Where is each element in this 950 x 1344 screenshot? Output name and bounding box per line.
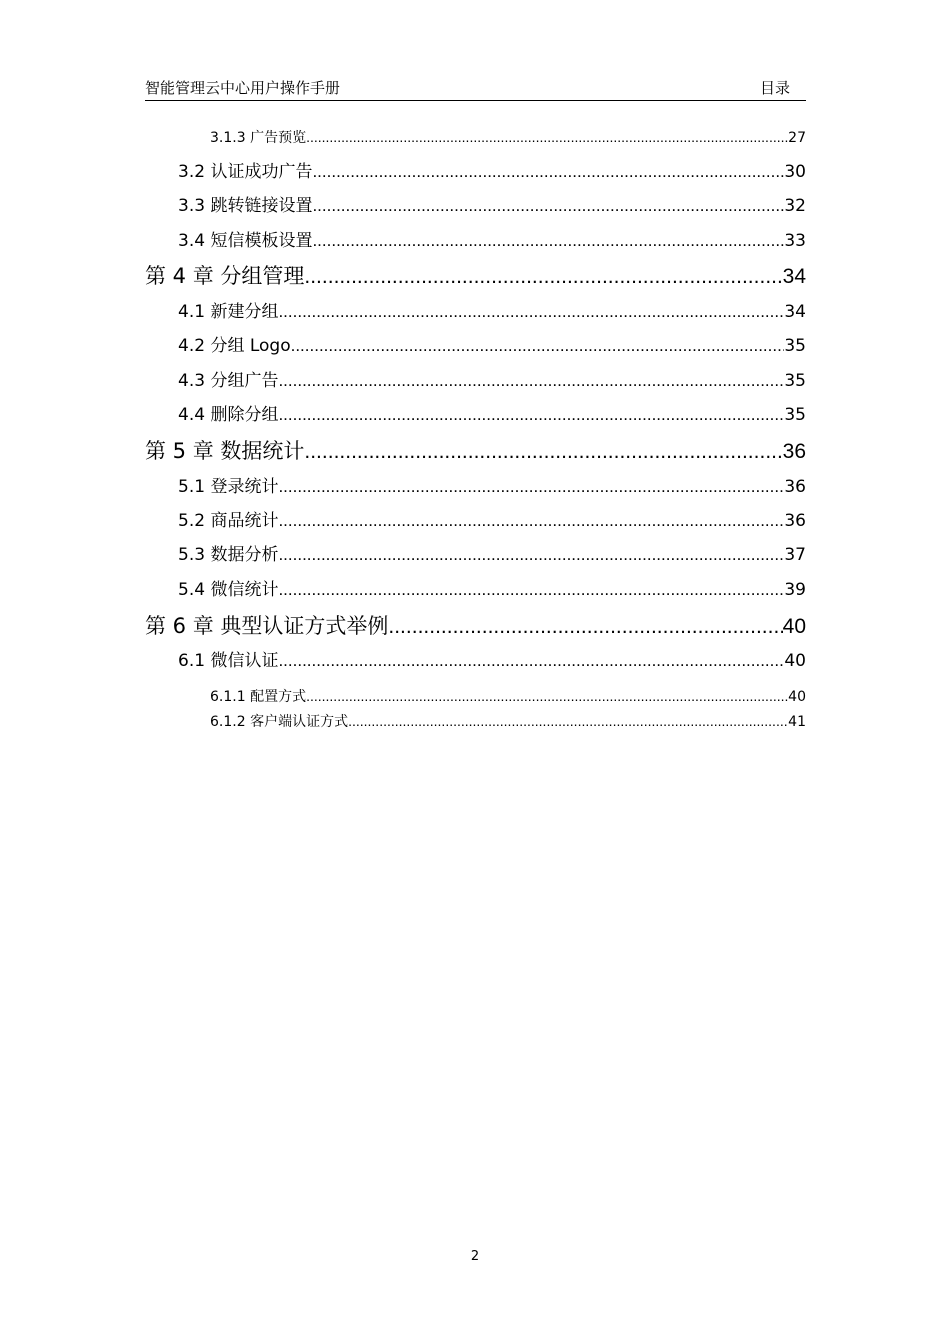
toc-entry-6-1-2[interactable] (210, 711, 806, 731)
section-title: 目录 (759, 79, 790, 97)
toc-entry-label: 5.1 登录统计 (178, 477, 279, 497)
toc-entry-label: 4.2 分组 Logo (178, 336, 291, 356)
dot-leader (312, 194, 784, 218)
toc-entry-chapter-6[interactable] (145, 612, 806, 640)
toc-entry-chapter-5[interactable] (145, 437, 806, 465)
toc-entry-3-4[interactable] (178, 229, 806, 253)
dot-leader (278, 475, 784, 499)
dot-leader (278, 578, 784, 602)
toc-entry-label: 3.2 认证成功广告 (178, 162, 313, 182)
toc-entry-3-3[interactable] (178, 194, 806, 218)
toc-entry-page: 36 (782, 440, 806, 463)
toc-entry-label: 3.1.3 广告预览 (210, 130, 307, 146)
toc-entry-page: 34 (784, 302, 806, 322)
toc-entry-page: 34 (782, 265, 806, 288)
toc-entry-3-2[interactable] (178, 160, 806, 184)
toc-entry-page: 36 (784, 477, 806, 497)
dot-leader (278, 509, 784, 533)
dot-leader (306, 686, 788, 706)
toc-entry-page: 35 (784, 371, 806, 391)
dot-leader (278, 300, 784, 324)
toc-entry-6-1[interactable] (178, 649, 806, 673)
dot-leader (278, 649, 784, 673)
toc-entry-5-3[interactable] (178, 543, 806, 567)
dot-leader (304, 438, 782, 465)
dot-leader (312, 160, 784, 184)
dot-leader (348, 711, 788, 731)
page-number: 2 (470, 1249, 480, 1264)
toc-entry-page: 27 (788, 130, 806, 146)
toc-entry-page: 40 (788, 689, 806, 705)
toc-entry-6-1-1[interactable] (210, 686, 806, 706)
toc-entry-page: 32 (784, 196, 806, 216)
toc-entry-label: 4.4 删除分组 (178, 405, 279, 425)
toc-entry-label: 4.3 分组广告 (178, 371, 279, 391)
document-title: 智能管理云中心用户操作手册 (145, 79, 341, 97)
toc-entry-5-2[interactable] (178, 509, 806, 533)
toc-entry-label: 6.1 微信认证 (178, 651, 279, 671)
dot-leader (304, 263, 782, 290)
toc-entry-label: 3.4 短信模板设置 (178, 231, 313, 251)
toc-entry-page: 41 (788, 714, 806, 730)
toc-entry-page: 39 (784, 580, 806, 600)
toc-entry-label: 5.2 商品统计 (178, 511, 279, 531)
toc-entry-page: 40 (782, 615, 806, 638)
toc-entry-3-1-3[interactable] (210, 127, 806, 147)
dot-leader (291, 334, 785, 358)
dot-leader (312, 229, 784, 253)
toc-entry-5-4[interactable] (178, 578, 806, 602)
dot-leader (388, 613, 782, 640)
toc-entry-chapter-4[interactable] (145, 262, 806, 290)
toc-entry-label: 3.3 跳转链接设置 (178, 196, 313, 216)
toc-entry-page: 40 (784, 651, 806, 671)
toc-entry-label: 第 5 章 数据统计 (145, 439, 305, 463)
dot-leader (278, 543, 784, 567)
toc-entry-4-1[interactable] (178, 300, 806, 324)
toc-entry-page: 35 (784, 336, 806, 356)
toc-entry-4-4[interactable] (178, 403, 806, 427)
toc-entry-4-2[interactable] (178, 334, 806, 358)
dot-leader (306, 127, 788, 147)
toc-entry-5-1[interactable] (178, 475, 806, 499)
toc-entry-label: 4.1 新建分组 (178, 302, 279, 322)
toc-entry-page: 35 (784, 405, 806, 425)
toc-entry-label: 第 4 章 分组管理 (145, 264, 305, 288)
toc-entry-label: 5.3 数据分析 (178, 545, 279, 565)
toc-entry-page: 30 (784, 162, 806, 182)
dot-leader (278, 403, 784, 427)
dot-leader (278, 369, 784, 393)
toc-entry-label: 5.4 微信统计 (178, 580, 279, 600)
toc-entry-4-3[interactable] (178, 369, 806, 393)
toc-entry-page: 37 (784, 545, 806, 565)
toc-entry-label: 第 6 章 典型认证方式举例 (145, 614, 389, 638)
toc-entry-label: 6.1.1 配置方式 (210, 689, 307, 705)
toc-entry-page: 33 (784, 231, 806, 251)
toc-entry-page: 36 (784, 511, 806, 531)
toc-entry-label: 6.1.2 客户端认证方式 (210, 714, 349, 730)
